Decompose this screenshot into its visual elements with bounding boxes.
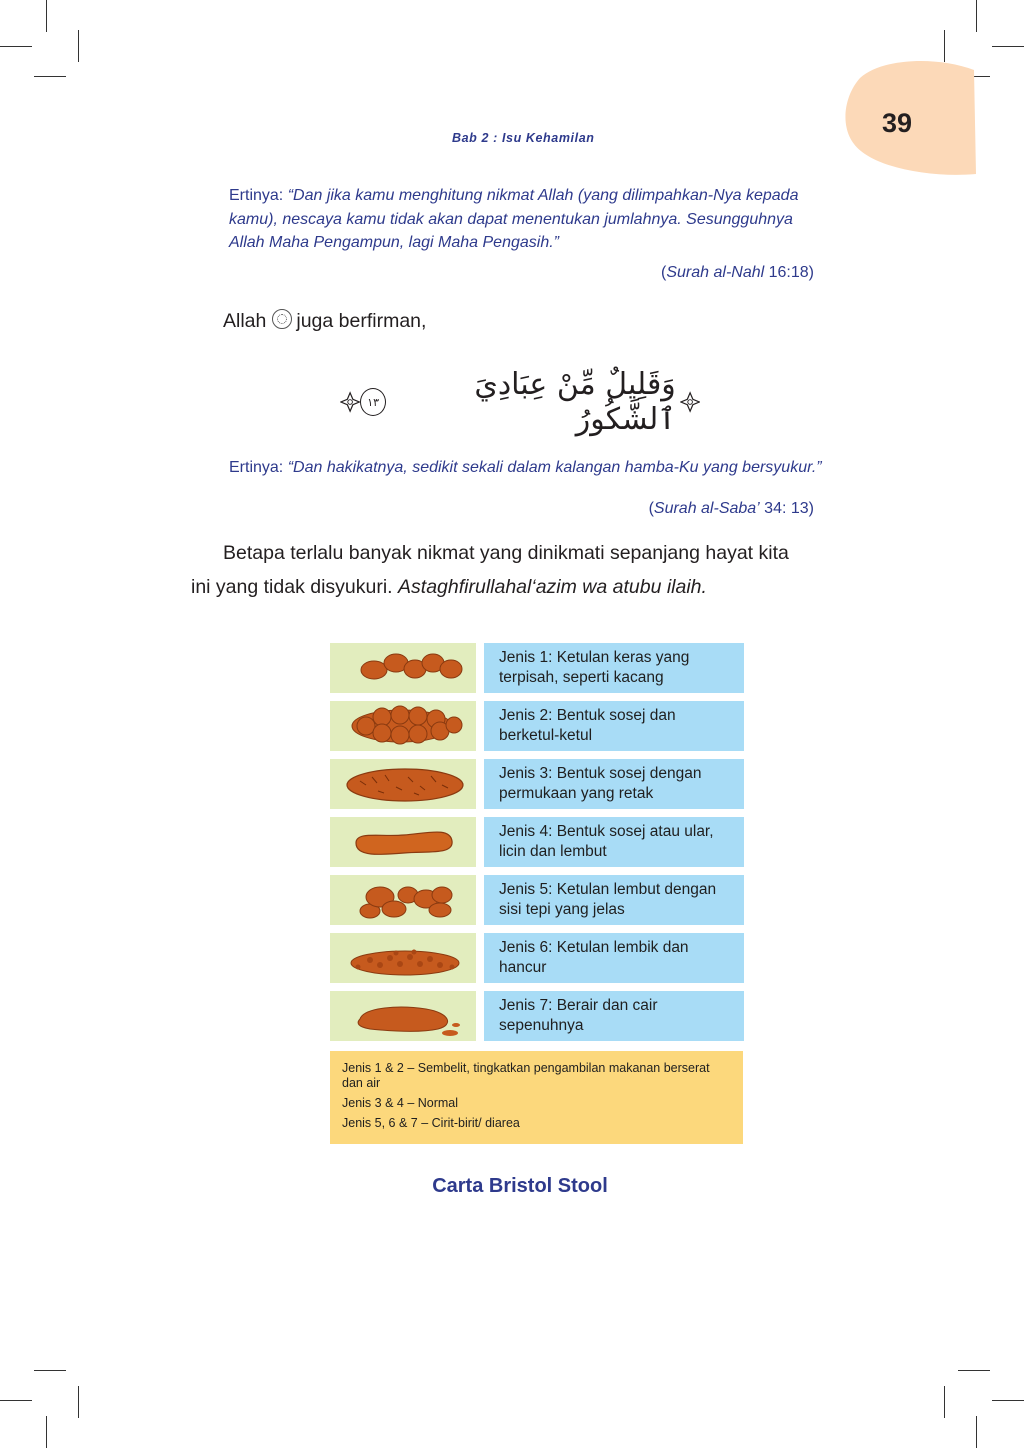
legend-item: Jenis 1 & 2 – Sembelit, tingkatkan pengambilan makanan berserat dan air [342,1061,710,1090]
verse-arabic-text: وَقَلِيلٌ مِّنْ عِبَادِيَ ٱلشَّكُورُ [474,367,676,437]
label-line: berketul-ketul [499,726,593,744]
running-head: Bab 2 : Isu Kehamilan [452,131,595,145]
stool-type-7-label [484,991,744,1041]
crop-mark [0,1400,32,1401]
stool-type-6-label [484,933,744,983]
ref-bracket: ( [661,264,667,281]
label-line: Jenis 1: Ketulan keras yang [499,649,690,666]
quran-verse [340,367,700,437]
crop-mark [46,1416,47,1448]
intro-line [223,309,426,333]
intro-rest: juga berfirman, [296,310,427,332]
translation-text: “Dan jika kamu menghitung nikmat Allah (yang dilimpahkan-Nya kepada [287,187,799,204]
paragraph-italic: Astaghfirullahal‘azim wa atubu ilaih. [398,576,707,598]
stool-row-5 [330,875,744,925]
stool-type-3-label [484,759,744,809]
paragraph-line [191,576,707,599]
ornament-icon [340,391,360,413]
verse-reference [661,264,814,282]
ref-number: 16:18) [764,264,814,281]
stool-row-3 [330,759,744,809]
ref-surah: Surah al-Nahl [666,264,765,281]
swt-honorific-icon [272,309,292,329]
crop-mark [976,1416,977,1448]
translation-block [229,456,829,480]
ornament-icon [680,391,700,413]
stool-type-3-image [330,759,476,809]
crop-mark [34,76,66,77]
crop-mark [992,1400,1024,1401]
stool-row-7 [330,991,744,1041]
label-line: Jenis 6: Ketulan lembik dan [499,939,689,956]
crop-mark [958,1370,990,1371]
crop-mark [944,1386,945,1418]
chart-caption: Carta Bristol Stool [432,1175,608,1197]
label-line: permukaan yang retak [499,784,654,802]
legend-item: Jenis 5, 6 & 7 – Cirit-birit/ diarea [342,1116,520,1130]
stool-type-2-label [484,701,744,751]
stool-row-2 [330,701,744,751]
crop-mark [976,0,977,32]
stool-type-4-image [330,817,476,867]
translation-line: Allah Maha Pengampun, lagi Maha Pengasih.” [229,234,559,251]
translation-text: “Dan hakikatnya, sedikit sekali dalam kalangan hamba-Ku yang bersyukur.” [287,459,822,476]
intro-allah: Allah [223,310,267,332]
crop-mark [46,0,47,32]
stool-type-6-image [330,933,476,983]
stool-type-4-label [484,817,744,867]
legend-item: Jenis 3 & 4 – Normal [342,1096,459,1110]
label-line: Jenis 5: Ketulan lembut dengan [499,881,717,898]
crop-mark [992,46,1024,47]
stool-type-5-label [484,875,744,925]
label-line: sepenuhnya [499,1016,584,1034]
crop-mark [78,1386,79,1418]
label-line: hancur [499,958,547,976]
label-line: sisi tepi yang jelas [499,900,625,918]
crop-mark [0,46,32,47]
label-line: Jenis 3: Bentuk sosej dengan [499,765,702,782]
verse-number-marker: ١٣ [360,388,386,416]
crop-mark [34,1370,66,1371]
ref-bracket: ( [648,500,654,517]
chart-legend [330,1051,743,1144]
translation-lead: Ertinya: [229,187,288,204]
ref-surah: Surah al-Saba’ [653,500,760,517]
label-line: licin dan lembut [499,842,607,860]
paragraph-line: Betapa terlalu banyak nikmat yang dinikmati sepanjang hayat kita [223,542,789,564]
label-line: Jenis 7: Berair dan cair [499,997,658,1014]
stool-row-4 [330,817,744,867]
stool-row-6 [330,933,744,983]
translation-block [229,184,829,255]
ref-number: 34: 13) [759,500,814,517]
label-line: Jenis 2: Bentuk sosej dan [499,707,676,724]
translation-lead: Ertinya: [229,459,288,476]
label-line: terpisah, seperti kacang [499,668,664,686]
verse-reference [649,500,814,518]
translation-line: kamu), nescaya kamu tidak akan dapat menentukan jumlahnya. Sesungguhnya [229,210,793,228]
stool-row-1 [330,643,744,693]
stool-type-1-image [330,643,476,693]
stool-type-1-label [484,643,744,693]
page-number: 39 [881,108,913,138]
stool-type-5-image [330,875,476,925]
stool-type-7-image [330,991,476,1041]
crop-mark [78,30,79,62]
paragraph-text: ini yang tidak disyukuri. [191,576,399,598]
label-line: Jenis 4: Bentuk sosej atau ular, [499,823,714,840]
stool-type-2-image [330,701,476,751]
translation-line [229,184,829,208]
